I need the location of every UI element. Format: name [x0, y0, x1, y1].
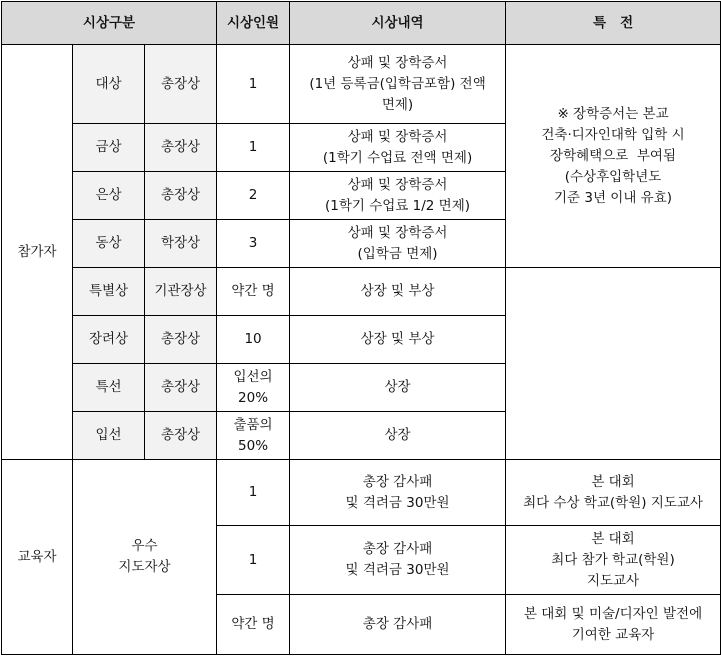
- details-line: 면제): [381, 96, 414, 113]
- details-line: 상장: [384, 427, 411, 443]
- details-line: 총장 감사패: [362, 541, 433, 557]
- details-cell: [290, 460, 506, 526]
- benefit-line: (수상후입학년도: [564, 168, 662, 185]
- award-cell: 총장상: [145, 364, 217, 412]
- details-line: 상패 및 장학증서: [347, 54, 448, 71]
- count-line: 20%: [238, 389, 269, 406]
- table-row: [2, 460, 721, 526]
- details-line: 총장 감사패: [362, 616, 433, 632]
- tier-cell: 동상: [73, 220, 145, 268]
- details-cell: [290, 172, 506, 220]
- count-cell: 약간 명: [217, 595, 290, 655]
- header-details: 시상내역: [290, 2, 506, 45]
- benefit-line: 기여한 교육자: [571, 626, 655, 643]
- benefit-cell-empty: [506, 268, 721, 460]
- details-line: 상패 및 장학증서: [347, 128, 448, 145]
- benefit-line: 장학혜택으로 부여됨: [550, 147, 676, 164]
- benefit-cell: [506, 460, 721, 526]
- details-line: (1학기 수업료 1/2 면제): [325, 197, 471, 214]
- award-cell: 총장상: [145, 124, 217, 172]
- details-cell: [290, 220, 506, 268]
- award-cell: 총장상: [145, 316, 217, 364]
- award-line: 우수: [131, 538, 158, 554]
- benefit-line: 최다 수상 학교(학원) 지도교사: [523, 494, 703, 511]
- count-line: 입선의: [233, 368, 273, 385]
- count-line: 50%: [238, 437, 269, 454]
- count-cell: 1: [217, 124, 290, 172]
- table-row: [2, 45, 721, 124]
- count-line: 출품의: [233, 416, 273, 433]
- count-cell: 2: [217, 172, 290, 220]
- award-line: 지도자상: [118, 559, 171, 575]
- details-line: (입학금 면제): [357, 245, 438, 262]
- details-cell: [290, 316, 506, 364]
- benefit-line: 지도교사: [586, 572, 640, 589]
- count-cell: [217, 412, 290, 460]
- count-cell: 10: [217, 316, 290, 364]
- details-cell: [290, 526, 506, 595]
- tier-cell: 금상: [73, 124, 145, 172]
- benefit-cell: [506, 526, 721, 595]
- details-cell: [290, 124, 506, 172]
- details-line: 총장 감사패: [362, 473, 433, 490]
- details-cell: [290, 364, 506, 412]
- count-cell: 1: [217, 526, 290, 595]
- award-cell: 학장상: [145, 220, 217, 268]
- tier-cell: 장려상: [73, 316, 145, 364]
- details-line: 상장 및 부상: [360, 331, 435, 347]
- benefit-cell: [506, 595, 721, 655]
- benefit-line: 본 대회: [591, 530, 635, 547]
- header-row: [2, 2, 721, 45]
- header-benefit: 특 전: [506, 2, 721, 45]
- tier-cell: 입선: [73, 412, 145, 460]
- tier-cell: 은상: [73, 172, 145, 220]
- count-cell: 3: [217, 220, 290, 268]
- count-cell: [217, 364, 290, 412]
- tier-cell: 대상: [73, 45, 145, 124]
- details-line: 상장 및 부상: [360, 283, 435, 299]
- details-cell: [290, 595, 506, 655]
- count-cell: 약간 명: [217, 268, 290, 316]
- award-cell: 총장상: [145, 45, 217, 124]
- group-educators: 교육자: [2, 460, 73, 655]
- benefit-line: 본 대회: [591, 473, 635, 490]
- header-category: 시상구분: [2, 2, 217, 45]
- details-cell: [290, 45, 506, 124]
- benefit-line: ※ 장학증서는 본교: [557, 105, 669, 122]
- tier-cell: 특선: [73, 364, 145, 412]
- details-cell: [290, 268, 506, 316]
- details-line: 및 격려금 30만원: [345, 494, 450, 511]
- benefit-line: 건축·디자인대학 입학 시: [541, 126, 685, 143]
- educator-award-cell: [73, 460, 217, 655]
- award-cell: 총장상: [145, 172, 217, 220]
- count-cell: 1: [217, 45, 290, 124]
- header-count: 시상인원: [217, 2, 290, 45]
- table-row: [2, 268, 721, 316]
- details-line: 및 격려금 30만원: [345, 562, 450, 578]
- details-line: (1학기 수업료 전액 면제): [322, 149, 473, 166]
- award-cell: 총장상: [145, 412, 217, 460]
- details-line: (1년 등록금(입학금포함) 전액: [309, 75, 486, 92]
- details-line: 상패 및 장학증서: [347, 176, 448, 193]
- details-line: 상장: [384, 379, 411, 395]
- group-participants: 참가자: [2, 45, 73, 460]
- benefit-line: 기준 3년 이내 유효): [554, 189, 673, 206]
- benefit-line: 본 대회 및 미술/디자인 발전에: [523, 605, 703, 622]
- benefit-line: 최다 참가 학교(학원): [551, 551, 675, 568]
- count-cell: 1: [217, 460, 290, 526]
- awards-table: [1, 1, 721, 655]
- tier-cell: 특별상: [73, 268, 145, 316]
- award-cell: 기관장상: [145, 268, 217, 316]
- details-line: 상패 및 장학증서: [347, 224, 448, 241]
- benefit-cell: [506, 45, 721, 268]
- details-cell: [290, 412, 506, 460]
